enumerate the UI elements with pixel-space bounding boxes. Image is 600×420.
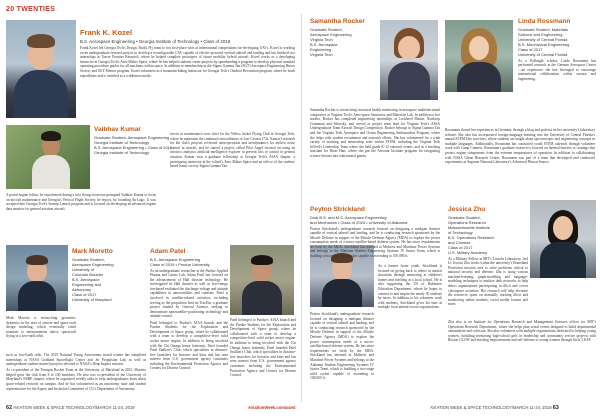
strickland-credentials: Dual B.S. and M.S. Aerospace Engineering and Mechanics • Class of 2020 • University of Alabama (310, 214, 408, 225)
moretto-bio-2: such as low-Earth orbit. The 2019 National Young Astronomer award winner has completed internships at NASA Goddard Spaceflight Center and Jet Propulsion Lab, as well as undergraduate student research projects devoted to NASA's Deep Impact mission. As co-president of the Terrapin Rocket Team at the University of Maryland in 2015, Moretto helped grow the club from 8 to 100 members. He also was co-president of the University of Maryland's NSBE chapter, where he organized weekly talks to help undergraduates learn about space-related research on campus. And he has volunteered as an astronomy tutor and student representative for the Equity and Inclusion Committee of CU's Department of Astronomy. (6, 353, 146, 391)
moretto-credentials: Graduate Student, Aerospace Engineering University of Colorado Boulder B.S. Aerospace Engineering and Astronomy Class of 2017 University of Maryland (72, 256, 114, 302)
moretto-photo (6, 245, 68, 311)
moretto-name: Mark Moretto (72, 248, 113, 255)
rossmann-bio-1: As a Fulbright scholar, Linda Rossmann has performed research at the German Aerospace Center—an experience she has leveraged to encourage international collaboration within science and engineering. (518, 58, 596, 81)
strickland-bio-2: As a former foster youth, Strickland is focused on giving back to others in similar situations through mentoring at children's homes and teaching at a local school. He is also supporting the US of Baltimore Education Department, where he hopes to connect to and inspire the nearly 30 students he tutors. In addition to his volunteer work with students, Strickland gives his time at multiple local animal rescue organizations. (378, 264, 442, 310)
patel-photo (230, 245, 294, 315)
right-page-number: 63 (552, 405, 559, 411)
rossmann-credentials: Graduate Student, Materials Science and Engineering University of Central Florida B.S. Mechanical Engineering Class of 2017 University of Central Florida (518, 26, 570, 57)
kumar-bio-1: A portal engine fellow, he experienced during a solo flying excursion prompted Vaibhav Kumar to focus on aircraft maintenance and Georgia's Vertical Flight Society, he enjoys, by founding AirLogic. It was accepted into Georgia Tech's Startup Launch program and is focused on developing an advanced engine data monitor for general aviation aircraft. (6, 193, 156, 211)
left-publication: AVIATION WEEK & SPACE TECHNOLOGY/MARCH 11-24, 2019 (13, 405, 135, 410)
zhu-photo (530, 200, 596, 278)
left-website-link[interactable]: AviationWeek.com/awst (248, 405, 296, 410)
rocker-bio: Samantha Rocker is researching structural health monitoring in aerospace multifunctional composites at Virginia Tech's Aero-space Structures and Materials Lab. In addition to her studies, Rocker has completed engineering internships at Lockheed Martin, Northrop Grumman and Sikorsky, and served as project team lead for Virginia Tech's AIAA Undergraduate Team Aircraft Design Competition. Rocker belongs to Sigma Gamma Tau and the Virginia Tech Aerospace and Ocean Engineering Ambassadors Program, where she helps with student recruitment and outreach efforts. She has volunteered for a wide variety of teaching and mentorship roles within STEM, including the Virginia Tech InVenTs Leadership Team where she held grade K-12 outreach events, and as a teaching assistant for Bitao Hart, where she put her Aerostar Institute program for integrating science lessons into educational games. (310, 108, 440, 158)
left-page-number: 62 (6, 405, 13, 411)
patel-bio-1: As an undergraduate researcher at the Purdue Applied Plasma and Lasers Lab, Adam Patel has focused on the advancement of Hall thruster technology. He investigated its Hall thruster as well as low-energy ion-based evaluated the discharge voltage and attitude capabilities in nanosatellites and cubesats. Patel is involved in satellite-related activities, including serving as the propulsion lead on TracEm, a graduate project funded by General Atomics seeking to demonstrate nanosatellite-positioning technology and attitude control. Patel belonged to Purdue's AIAA branch and the Purdue Students for the Exploration and Development of Space group, where he collaborated with a team to develop a competitive-level solid rocket motor engine. In addition to being involved with the Chi Omega honor fraternity, Patel founded Patel Stallion's Club, which specializes in distance-free launchers for boosters and kites and has seen interest from U.S. government agency customers including the Environmental Protection Agency and Centers for Disease Control. (150, 268, 228, 371)
left-footer (6, 405, 135, 411)
rossmann-bio-2: Rossmann shared her experiences in Germany through a blog and podcast on her university's laboratory website. She also has incorporated foreign-language learning into the University of Central Florida's annual STEM Day activities, where students are taught about spectroscopic and engineering concepts in multiple languages. Additionally, Rossmann has conducted youth STEM outreach through volunteer work with Camp Connect. Rossmann's graduate research is focused on thermal barriers or coatings that protect engine components from the extreme temperatures of operation. In addition to collaborating with NASA Glenn Research Center, Rossmann was part of a team that developed and conducted experiments at Argonne National Laboratory's Advanced Photon Source. (445, 128, 595, 165)
right-footer (430, 405, 559, 411)
strickland-bio-1: Peyton Strickland's undergraduate research focused on designing a midspan thruster capable of vertical takeoff and landing, and he is conducting research sponsored by the Missile Defense in support of the Missile Defense Agency (MDA) to explore the power consumption needs of a micro-satellite-based defense system. He has since requirements set forth by the MDA. Strickland has interned at Midwest and Maritime Power Systems and belongs to the Alabama Student Engineering Systems IV Junior Team, which is building a two-stage solid rocket capable of ascending to 100,000 ft. (310, 226, 440, 259)
strickland-name: Peyton Strickland (310, 206, 365, 213)
rocker-photo (380, 20, 438, 100)
zhu-name: Jessica Zhu (448, 206, 486, 213)
section-header: 20 TWENTIES (6, 6, 56, 13)
kumar-photo (6, 125, 90, 189)
kozel-photo (6, 20, 76, 118)
zhu-credentials: Graduate Student, Operations Research Massachusetts Institute of Technology B.S. Operations Research and Chinese Class of 2017 U.S. Military Academy (448, 214, 495, 255)
rossmann-photo (445, 20, 513, 92)
zhu-bio-2: Zhu also is an Institute for Operations Research and Management Sciences officer for MIT's Operations Research Department, where she helps plan social events designed to build departmental camaraderie and cohesion. She also volunteers with multiple organizations dedicated to helping young women, including mentoring high-school girls in leadership and community service projects with Boston GLOW and teaching empowerment and self-defense to young women through Girls' LEAP. (448, 320, 596, 343)
patel-bio-2: Patel belonged to Purdue's AIAA branch and the Purdue Students for the Exploration and Development of Space group, where he collaborated with a team to develop a competitive-level solid rocket motor engine. In addition to being involved with the Chi Omega honor fraternity, Patel founded Patel Stallion's Club, which specializes in distance-free launchers for boosters and kites and has seen interest from U.S. government agency customers including the Environmental Protection Agency and Centers for Disease Control. (230, 318, 296, 378)
kumar-credentials: Graduate Student, Aerospace Engineering Georgia Institute of Technology B.S. Aerospace Engineering • Class of 2016 Georgia Institute of Technology (94, 134, 173, 155)
moretto-bio-1: Mark Moretto is researching geometric dynamics in the area of remote and space-craft design modeling, which eventually could translate to measurements above spacecraft flying in a low-earth orbit. (6, 316, 76, 339)
kozel-name: Frank K. Kozel (80, 28, 133, 37)
kozel-bio: Frank Kozel led Georgia Tech's Design, Build, Fly team to two first-place wins at international competitions for developing UAVs. Kozel is working on an undergraduate research project to develop a reconfigurable CAV capable of electric-powered vertical takeoff and landing and has finished two internships at Tracer Frontier Research, where he helped complete prototypes of future mobility hybrid aircraft. Kozel works as a developing instructor at Georgia Tech's Aero Maker Space, where he has helped students create projects by spearheading a program to develop physical standard operating procedure guides for all machines within space. In addition to membership in the Sigma Gamma Tau (SGT) Aerospace Engineering Honor Society and SGT Mentor program, Kozel volunteers as a mountain-biking instructor for Georgia Tech's Outdoor Recreation program, where he leads expeditions and is certified as a wilderness medic. (80, 46, 295, 78)
kozel-credentials: B.S. Aerospace Engineering • Georgia Institute of Technology • Class of 2019 (80, 38, 231, 44)
kumar-bio-2: serves as maintenance crew chief for the Yellow Jacket Flying Club at Georgia Tech, where he maintains the continued airworthiness of four Cessna 172s. Kumar's research for the club's projects reviewed intra-operation and aerodynamics for airflow noise control in aircraft, and he started a project called Pilot Angel focused on using an avionics analytics artificial-intelligence explorer to prevent loss of control in general aviation. Kumar won a graduate fellowship at Georgia Tech's AIAA chapter, a prototyping instructor at the school's Aero Maker Space and an officer of the student-based honor society Sigma Gamma Tau. (170, 132, 295, 169)
rocker-name: Samantha Rocker (310, 18, 365, 25)
kumar-name: Vaibhav Kumar (94, 126, 141, 133)
rossmann-name: Linda Rossmann (518, 18, 571, 25)
patel-credentials: B.S. Aerospace Engineering Class of 2019 • Purdue University (150, 256, 210, 267)
rocker-credentials: Graduate Student, Aerospace Engineering Virginia Tech B.S. Aerospace Engineering Virginia Tech (310, 26, 352, 57)
patel-name: Adam Patel (150, 248, 186, 255)
zhu-bio-1: As a Military Fellow at MIT's Lincoln Laboratory, 2nd Lt. Jessica Zhu works within the university's Homeland Protection mission area to solve problems critical to national security and defense. Zhu is using various machine-learning, graph-modeling and language-modeling techniques to analyze dark networks to help detect organizations participating in illicit and covert cyberspace activities. Her research will help decrease the resources spent on manually tracking illicit and monitoring online markets, social media forums and more. (448, 256, 528, 307)
strickland-bio-3: Peyton Strickland's undergraduate research focused on designing a midspan thruster capable of vertical takeoff and landing, and he is conducting research sponsored by the Missile Defense in support of the Missile Defense Agency (MDA) to explore the power consumption needs of a micro-satellite-based defense system. He has since requirements set forth by the MDA. Strickland has interned at Midwest and Maritime Power Systems and belongs to the Alabama Student Engineering Systems IV Junior Team, which is building a two-stage solid rocket capable of ascending to 100,000 ft. (310, 312, 374, 381)
gutter-divider (301, 14, 302, 402)
right-publication: AVIATION WEEK & SPACE TECHNOLOGY/MARCH 11-24, 2019 (430, 405, 552, 410)
